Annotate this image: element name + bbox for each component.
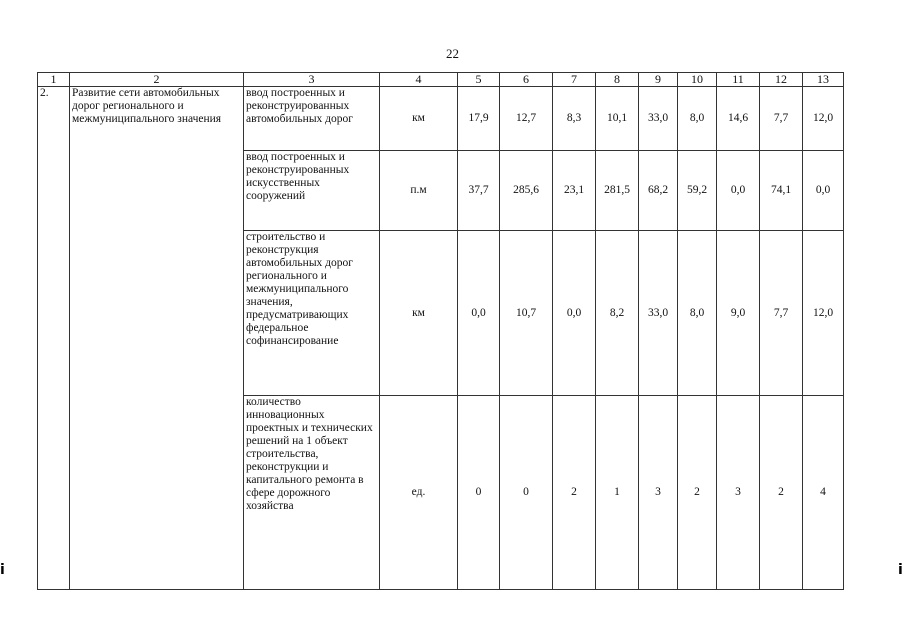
value-cell: 23,1: [553, 151, 596, 231]
col-header: 2: [70, 73, 244, 87]
value-cell: 8,0: [678, 231, 717, 396]
indicator-name: строительство и реконструкция автомобильных дорог регионального и межмуниципального значения, предусматривающих федеральное софинансирование: [244, 231, 380, 396]
unit-cell: ед.: [380, 396, 458, 590]
value-cell: 8,3: [553, 87, 596, 151]
value-cell: 33,0: [639, 87, 678, 151]
value-cell: 0,0: [803, 151, 844, 231]
value-cell: 7,7: [760, 87, 803, 151]
value-cell: 8,0: [678, 87, 717, 151]
col-header: 9: [639, 73, 678, 87]
value-cell: 33,0: [639, 231, 678, 396]
header-row: [38, 73, 844, 87]
value-cell: 17,9: [458, 87, 500, 151]
right-edge-mark: i: [898, 562, 903, 578]
value-cell: 4: [803, 396, 844, 590]
value-cell: 285,6: [500, 151, 553, 231]
value-cell: 68,2: [639, 151, 678, 231]
indicator-name: ввод построенных и реконструированных автомобильных дорог: [244, 87, 380, 151]
value-cell: 0,0: [717, 151, 760, 231]
value-cell: 59,2: [678, 151, 717, 231]
value-cell: 0: [500, 396, 553, 590]
value-cell: 12,0: [803, 231, 844, 396]
value-cell: 12,0: [803, 87, 844, 151]
unit-cell: км: [380, 231, 458, 396]
value-cell: 74,1: [760, 151, 803, 231]
value-cell: 2: [553, 396, 596, 590]
value-cell: 1: [596, 396, 639, 590]
section-number: 2.: [38, 87, 70, 590]
value-cell: 10,7: [500, 231, 553, 396]
value-cell: 2: [760, 396, 803, 590]
col-header: 6: [500, 73, 553, 87]
value-cell: 9,0: [717, 231, 760, 396]
value-cell: 8,2: [596, 231, 639, 396]
indicator-name: количество инновационных проектных и технических решений на 1 объект строительства, реконструкции и капитального ремонта в сфере дорожного хозяйства: [244, 396, 380, 590]
value-cell: 0,0: [553, 231, 596, 396]
value-cell: 3: [639, 396, 678, 590]
table-row: [38, 87, 844, 151]
col-header: 4: [380, 73, 458, 87]
value-cell: 2: [678, 396, 717, 590]
value-cell: 281,5: [596, 151, 639, 231]
col-header: 5: [458, 73, 500, 87]
value-cell: 0,0: [458, 231, 500, 396]
value-cell: 0: [458, 396, 500, 590]
value-cell: 14,6: [717, 87, 760, 151]
page-number: 22: [446, 46, 459, 61]
col-header: 8: [596, 73, 639, 87]
col-header: 7: [553, 73, 596, 87]
col-header: 3: [244, 73, 380, 87]
unit-cell: п.м: [380, 151, 458, 231]
col-header: 12: [760, 73, 803, 87]
col-header: 11: [717, 73, 760, 87]
unit-cell: км: [380, 87, 458, 151]
left-edge-mark: i: [0, 562, 5, 578]
value-cell: 3: [717, 396, 760, 590]
col-header: 10: [678, 73, 717, 87]
col-header: 1: [38, 73, 70, 87]
value-cell: 7,7: [760, 231, 803, 396]
value-cell: 10,1: [596, 87, 639, 151]
value-cell: 37,7: [458, 151, 500, 231]
indicator-name: ввод построенных и реконструированных искусственных сооружений: [244, 151, 380, 231]
indicators-table: [37, 72, 844, 590]
col-header: 13: [803, 73, 844, 87]
value-cell: 12,7: [500, 87, 553, 151]
section-name: Развитие сети автомобильных дорог регионального и межмуниципального значения: [70, 87, 244, 590]
